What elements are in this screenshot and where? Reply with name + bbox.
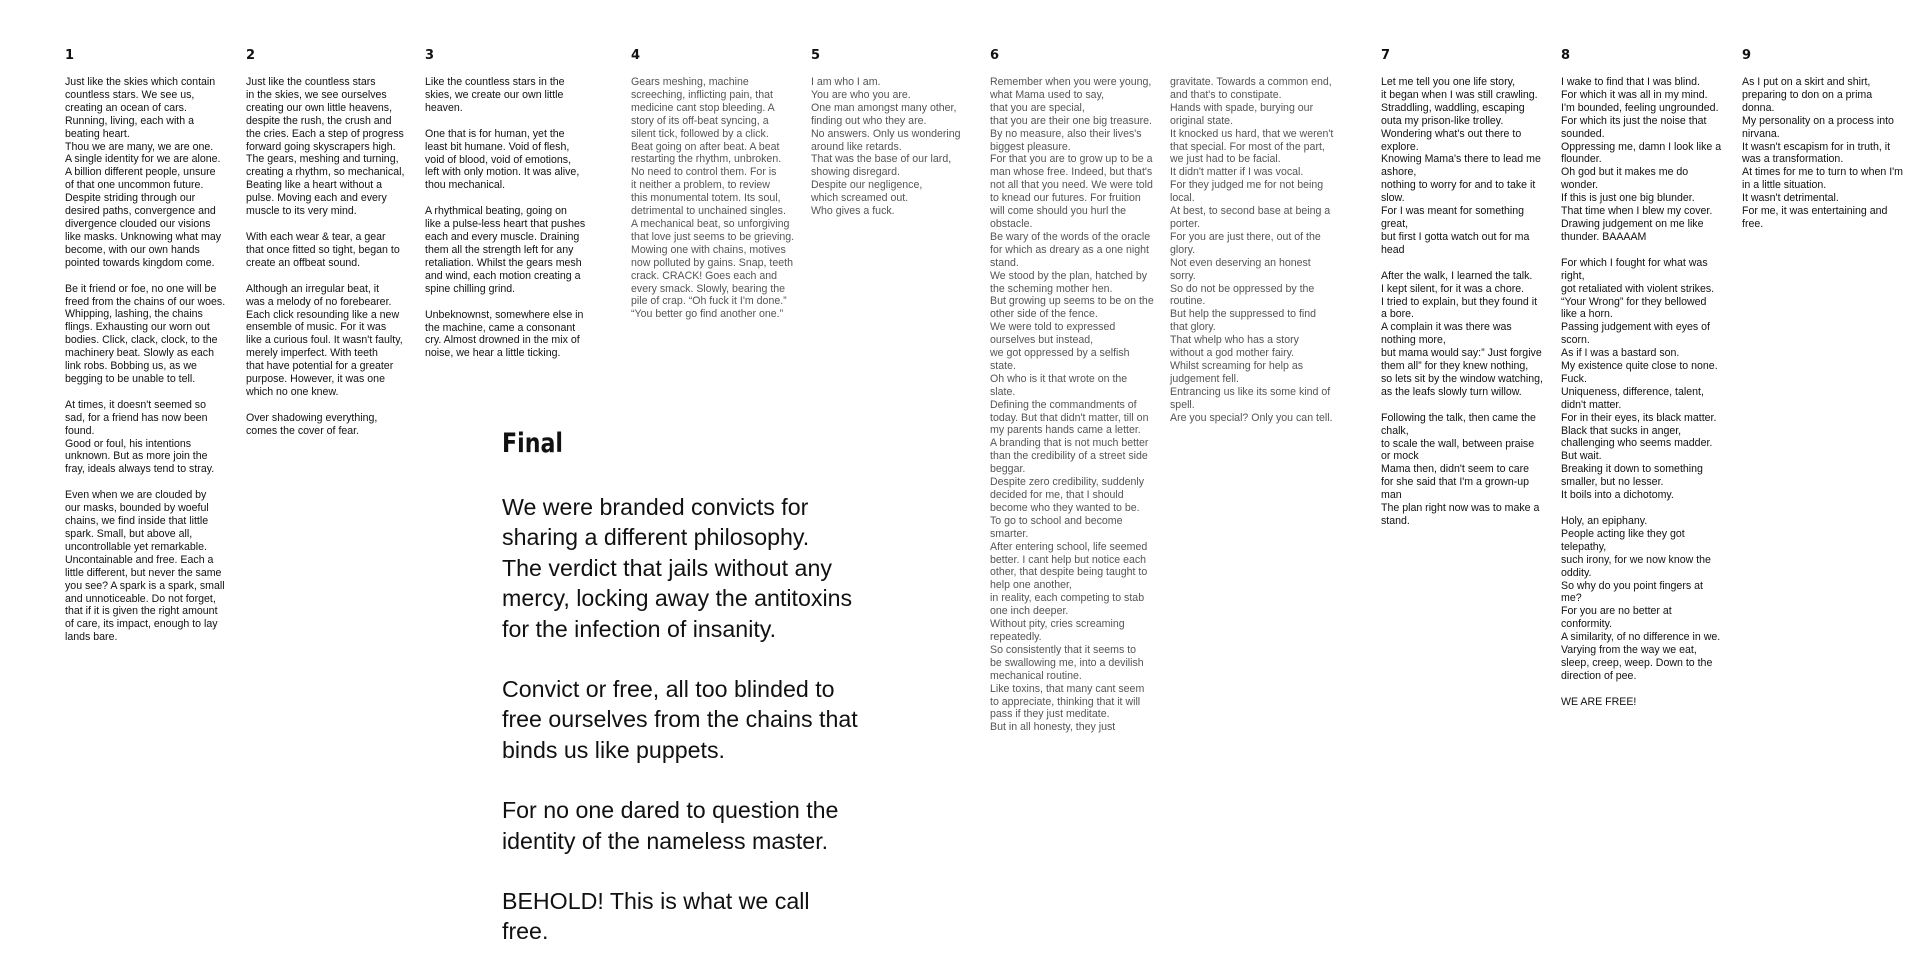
section-number: 5 xyxy=(811,48,821,63)
section-number: 7 xyxy=(1381,48,1391,63)
poem-paragraph: At times, it doesn't seemed so sad, for a friend has now been found. Good or foul, his intentions unknown. But as more join the fray, ideals always tend to stray. xyxy=(65,398,215,476)
section-number: 9 xyxy=(1742,48,1752,63)
poem-paragraph: Remember when you were young, what Mama used to say, that you are special, that you are their one big treasure. By no measure, also their lives's biggest pleasure. For that you are to grow up to be a man whose free. Indeed, but that's not all that you need. We were told to knead our futures. For fruition will come should you hurl the obstacle. Be wary of the words of the oracle for which as dreary as a one night stand. We stood by the plan, hatched by the scheming mother hen. But growing up seems to be on the other side of the fence. We were told to expressed ourselves but instead, we got oppressed by a selfish state. Oh who is it that wrote on the slate. Defining the commandments of today. But that didn't matter, till on my parents hands came a letter. A branding that is not much better than the credibility of a street side beggar. Despite zero credibility, suddenly decided for me, that I should become who they wanted to be. To go to school and become smarter. After entering school, life seemed better. I cant help but notice each other, that despite being taught to help one another, in reality, each competing to stab one inch deeper. Without pity, cries screaming repeatedly. So consistently that it seems to be swallowing me, into a devilish mechanical routine. Like toxins, that many cant seem to appreciate, thinking that it will pass if they just meditate. But in all honesty, they just xyxy=(990,76,1154,734)
section-number: 2 xyxy=(246,48,256,63)
section-number: 4 xyxy=(631,48,641,63)
poem-paragraph: A rhythmical beating, going on like a pulse-less heart that pushes each and every muscle. Draining them all the strength left for any retaliation. Whilst the gears mesh and wind, each motion creating a spine chilling grind. xyxy=(425,205,586,295)
poem-column xyxy=(425,48,600,373)
section-number: 3 xyxy=(425,48,435,63)
poem-column xyxy=(65,48,240,657)
final-section xyxy=(502,428,922,977)
poem-column xyxy=(1561,48,1736,722)
poem-paragraph: Following the talk, then came the chalk, to scale the wall, between praise or mock Mama then, didn't seem to care for she said that I'm a grown-up man The plan right now was to make a stand. xyxy=(1381,411,1540,527)
poem-paragraph: Just like the countless stars in the skies, we see ourselves creating our own little heavens, despite the rush, the crush and the cries. Each a step of progress forward going skyscrapers high. The gears, meshing and turning, creating a rhythm, so mechanical, Beating like a heart without a pulse. Moving each and every muscle to its very mind. xyxy=(246,76,405,218)
poem-paragraph: Like the countless stars in the skies, we create our own little heaven. xyxy=(425,76,565,114)
poem-column xyxy=(631,48,806,334)
poem-column xyxy=(1742,48,1920,244)
poem-column xyxy=(811,48,986,231)
poem-paragraph: Unbeknownst, somewhere else in the machine, came a consonant cry. Almost drowned in the mix of noise, we hear a little ticking. xyxy=(425,308,584,360)
poem-paragraph: As I put on a skirt and shirt, preparing to don on a prima donna. My personality on a process into nirvana. It wasn't escapism for in truth, it was a transformation. At times for me to turn to when I'm in a little situation. It wasn't detrimental. For me, it was entertaining and free. xyxy=(1742,76,1903,230)
final-paragraph: For no one dared to question the identity of the nameless master. xyxy=(502,797,839,854)
poem-paragraph: One that is for human, yet the least bit humane. Void of flesh, void of blood, void of emotions, left with only motion. It was alive, thou mechanical. xyxy=(425,127,580,192)
poem-paragraph: Gears meshing, machine screeching, inflicting pain, that medicine cant stop bleeding. A story of its off-beat syncing, a silent tick, followed by a click. Beat going on after beat. A beat restarting the rhythm, unbroken. No need to control them. For is it neither a problem, to review this monumental totem. Its soul, detrimental to unchained singles. A mechanical beat, so unforgiving that love just seems to be grieving. Mowing one with chains, motives now polluted by gains. Snap, teeth crack. CRACK! Goes each and every smack. Slowly, bearing the pile of crap. “Oh fuck it I'm done.” “You better go find another one.” xyxy=(631,76,795,321)
final-paragraph: Convict or free, all too blinded to free ourselves from the chains that binds us like puppets. xyxy=(502,676,858,763)
poem-paragraph: I wake to find that I was blind. For which it was all in my mind. I'm bounded, feeling ungrounded. For which its just the noise that sounded. Oppressing me, damn I look like a flounder. Oh god but it makes me do wonder. If this is just one big blunder. That time when I blew my cover. Drawing judgement on me like thunder. BAAAAM xyxy=(1561,76,1722,243)
poem-column xyxy=(1381,48,1556,541)
section-number: 8 xyxy=(1561,48,1571,63)
section-number: 6 xyxy=(990,48,1000,63)
poem-paragraph: I am who I am. You are who you are. One man amongst many other, finding out who they are. No answers. Only us wondering around like retards. That was the base of our lard, showing disregard. Despite our negligence, which screamed out. Who gives a fuck. xyxy=(811,76,961,218)
poem-paragraph: Over shadowing everything, comes the cover of fear. xyxy=(246,411,378,437)
final-paragraph: BEHOLD! This is what we call free. xyxy=(502,888,810,945)
final-title: Final xyxy=(502,428,564,459)
poem-paragraph: Just like the skies which contain countless stars. We see us, creating an ocean of cars. Running, living, each with a beating heart. Thou we are many, we are one. A single identity for we are alone. A billion different people, unsure of that one uncommon future. Despite striding through our desired paths, convergence and divergence clouded our visions like masks. Unknowing what may become, with our own hands pointed towards kingdom come. xyxy=(65,76,222,269)
poem-column xyxy=(990,48,1165,747)
poem-paragraph: Be it friend or foe, no one will be freed from the chains of our woes. Whipping, lashing, the chains flings. Exhausting our worn out bodies. Click, clack, clock, to the machinery beat. Slowly as each link robs. Bobbing us, as we begging to be unable to tell. xyxy=(65,282,226,385)
poem-paragraph: For which I fought for what was right, got retaliated with violent strikes. “Your Wrong” for they bellowed like a horn. Passing judgement with eyes of scorn. As if I was a bastard son. My existence quite close to none. Fuck. Uniqueness, difference, talent, didn't matter. For in their eyes, its black matter. Black that sucks in anger, challenging who seems madder. But wait. Breaking it down to something smaller, but no lesser. It boils into a dichotomy. xyxy=(1561,256,1718,502)
poem-paragraph: After the walk, I learned the talk. I kept silent, for it was a chore. I tried to explain, but they found it a bore. A complain it was there was nothing more, but mama would say:” Just forgive them all” for they knew nothing, so lets sit by the window watching, as the leafs slowly turn willow. xyxy=(1381,269,1543,398)
poem-paragraph: Although an irregular beat, it was a melody of no forebearer. Each click resounding like a new ensemble of music. For it was like a curious foul. It wasn't faulty, merely imperfect. With teeth that have potential for a greater purpose. However, it was one which no one knew. xyxy=(246,282,403,398)
poem-paragraph: Let me tell you one life story, it began when I was still crawling. Straddling, waddling, escaping outa my prison-like trolley. Wondering what's out there to explore. Knowing Mama's there to lead me ashore, nothing to worry for and to take it slow. For I was meant for something great, but first I gotta watch out for ma head xyxy=(1381,76,1541,256)
poem-paragraph: Holy, an epiphany. People acting like they got telepathy, such irony, for we now know the oddity. So why do you point fingers at me? For you are no better at conformity. A similarity, of no difference in we. Varying from the way we eat, sleep, creep, weep. Down to the direction of pee. xyxy=(1561,515,1721,682)
poem-paragraph: Even when we are clouded by our masks, bounded by woeful chains, we find inside that little spark. Small, but above all, uncontrollable yet remarkable. Uncontainable and free. Each a little different, but never the same you see? A spark is a spark, small and unnoticeable. Do not forget, that if it is given the right amount of care, its impact, enough to lay lands bare. xyxy=(65,489,225,644)
poem-paragraph: With each wear & tear, a gear that once fitted so tight, began to create an offbeat sound. xyxy=(246,230,400,269)
poem-paragraph: gravitate. Towards a common end, and that's to constipate. Hands with spade, burying our original state. It knocked us hard, that we weren't that special. For most of the part, we just had to be facial. It didn't matter if I was vocal. For they judged me for not being local. At best, to second base at being a porter. For you are just there, out of the glory. Not even deserving an honest sorry. So do not be oppressed by the routine. But help the suppressed to find that glory. That whelp who has a story without a god mother fairy. Whilst screaming for help as judgement fell. Entrancing us like its some kind of spell. Are you special? Only you can tell. xyxy=(1170,76,1334,424)
poem-column xyxy=(246,48,421,451)
section-number: 1 xyxy=(65,48,75,63)
poem-paragraph: WE ARE FREE! xyxy=(1561,695,1637,708)
final-paragraph: We were branded convicts for sharing a different philosophy. The verdict that jails without any mercy, locking away the antitoxins for the infection of insanity. xyxy=(502,494,853,642)
poem-column xyxy=(1170,48,1345,437)
